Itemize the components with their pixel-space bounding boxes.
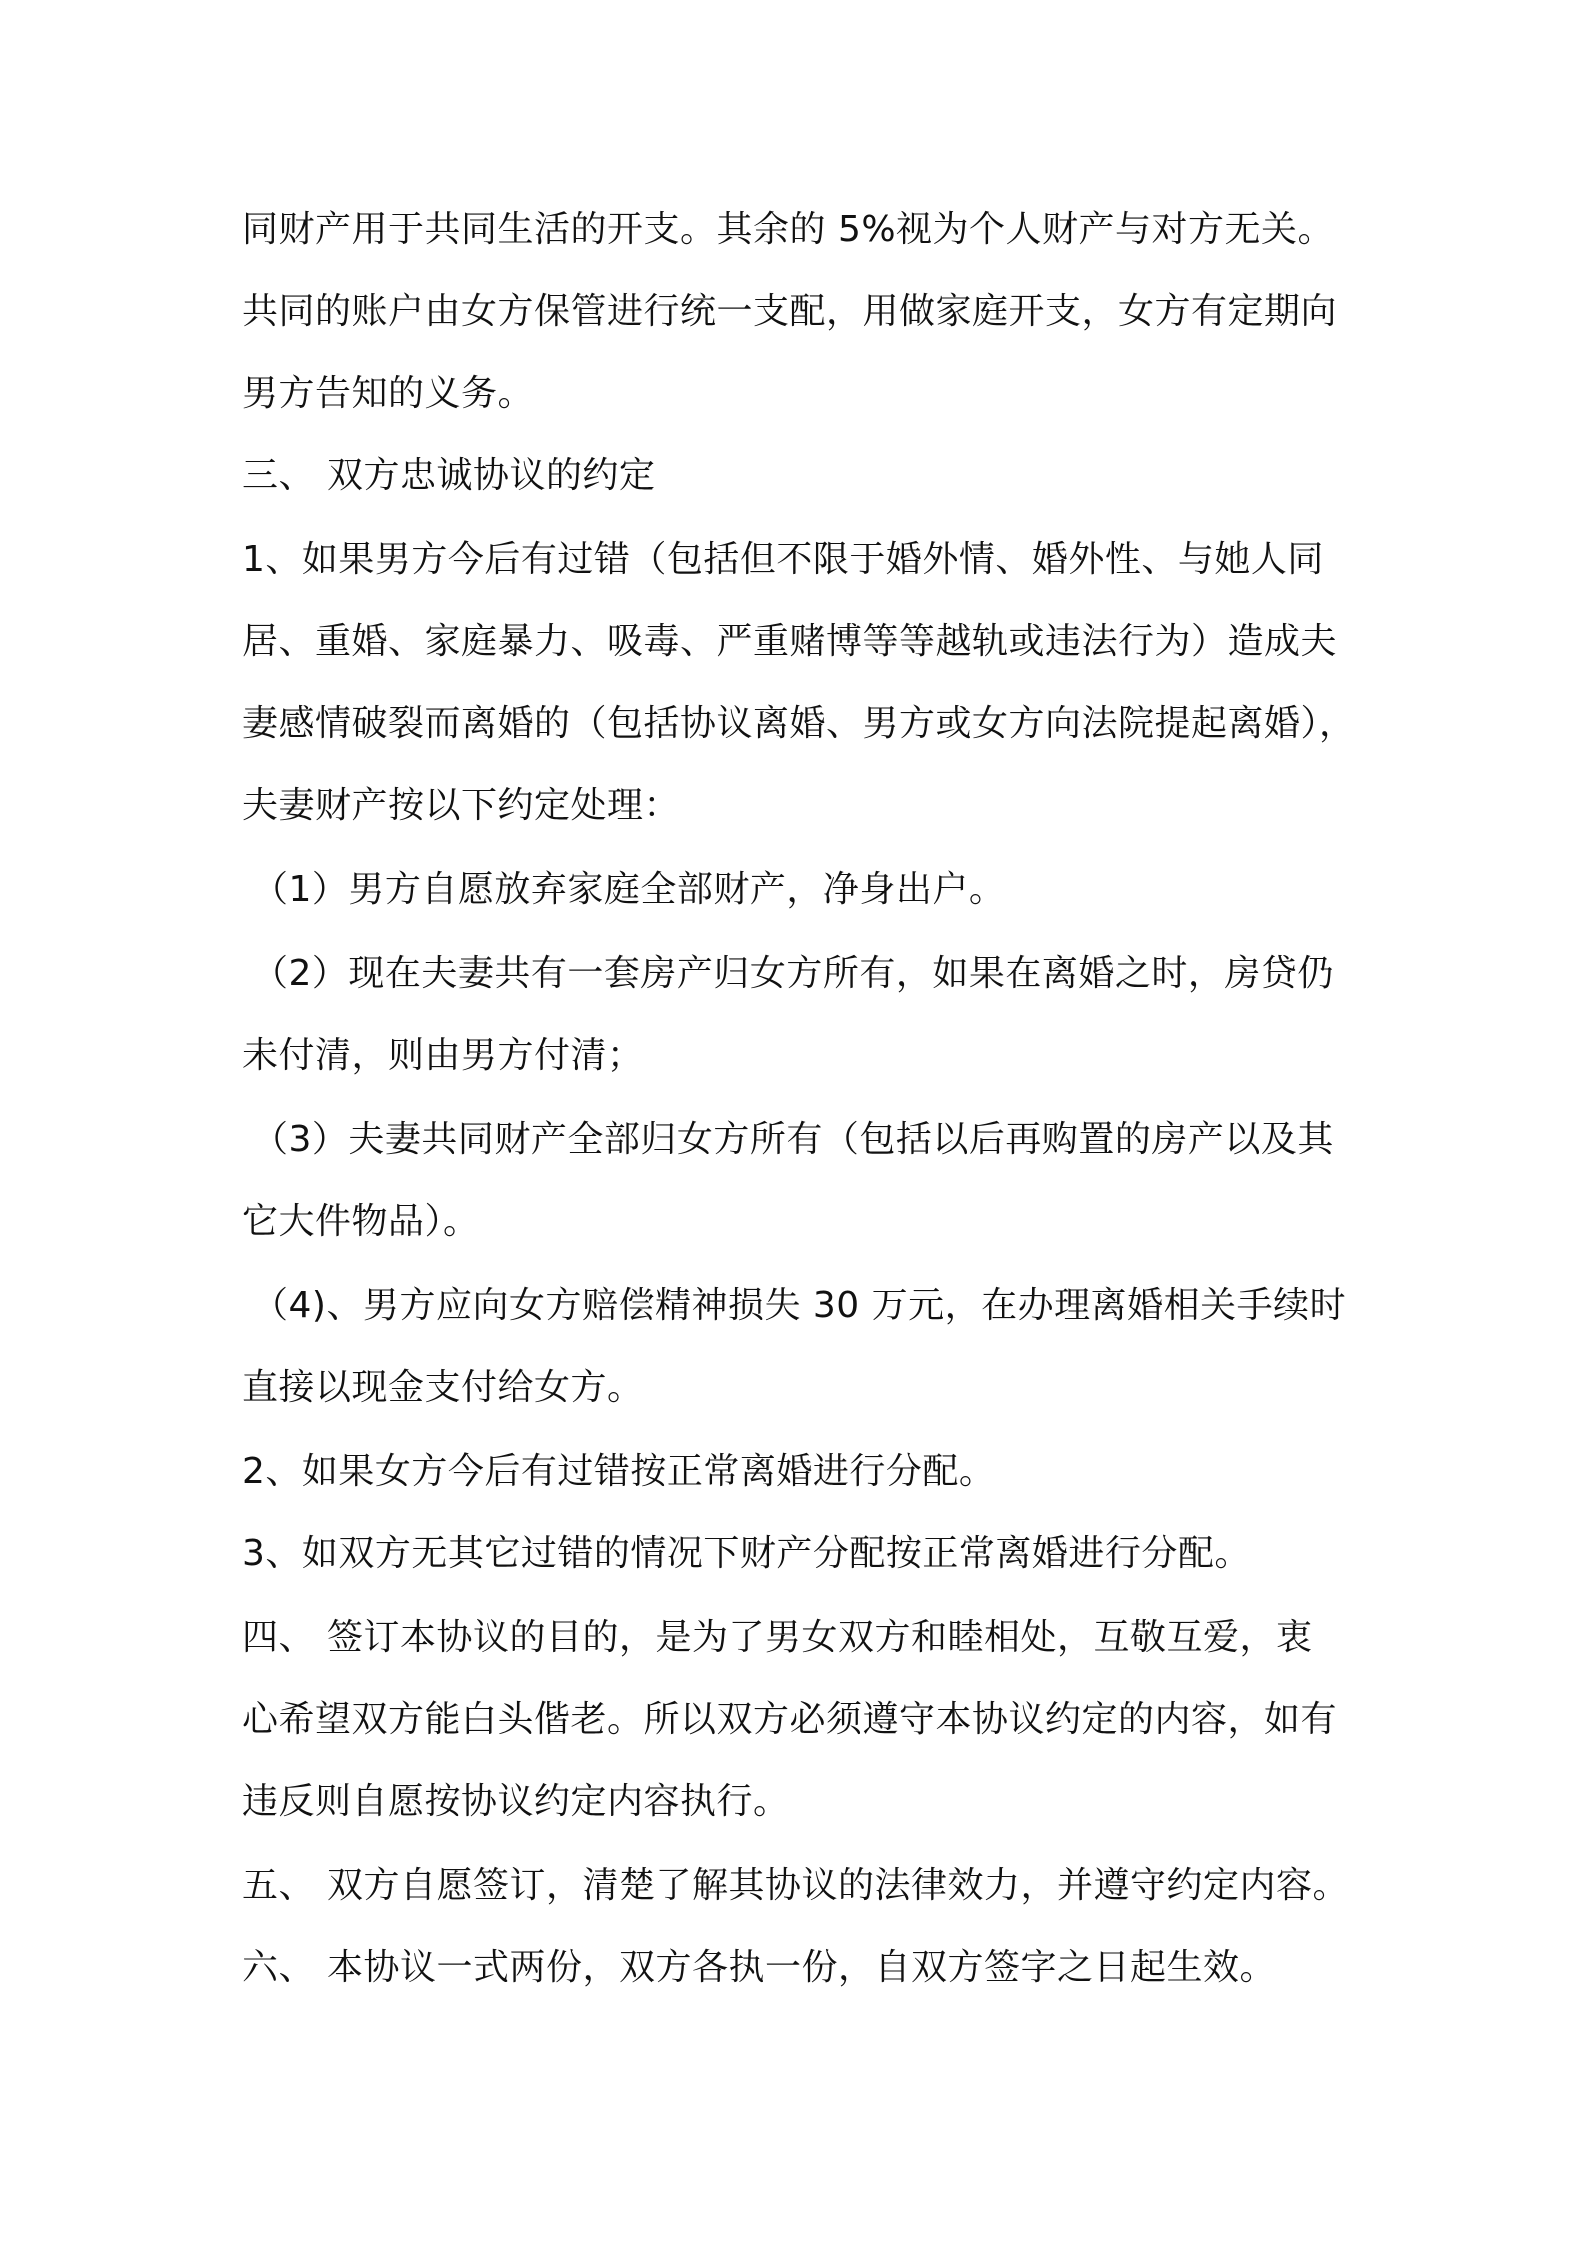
text-line: 居、重婚、家庭暴力、吸毒、严重赌博等等越轨或违法行为）造成夫 xyxy=(242,621,1338,662)
text-line: 心希望双方能白头偕老。所以双方必须遵守本协议约定的内容，如有 xyxy=(242,1699,1338,1740)
list-item: （4)、男方应向女方赔偿精神损失 30 万元，在办理离婚相关手续时 xyxy=(252,1285,1347,1326)
text-line: 共同的账户由女方保管进行统一支配，用做家庭开支，女方有定期向 xyxy=(242,291,1338,332)
text-line: 违反则自愿按协议约定内容执行。 xyxy=(242,1781,790,1822)
section-heading: 三、 双方忠诚协议的约定 xyxy=(242,455,656,496)
list-item: （2）现在夫妻共有一套房产归女方所有，如果在离婚之时，房贷仍 xyxy=(252,953,1334,994)
text-line: 同财产用于共同生活的开支。其余的 5%视为个人财产与对方无关。 xyxy=(242,209,1335,250)
section-heading: 六、 本协议一式两份，双方各执一份，自双方签字之日起生效。 xyxy=(242,1947,1276,1988)
text-line: 3、如双方无其它过错的情况下财产分配按正常离婚进行分配。 xyxy=(242,1533,1251,1574)
text-line: 妻感情破裂而离婚的（包括协议离婚、男方或女方向法院提起离婚）， xyxy=(242,703,1356,744)
text-line: 1、如果男方今后有过错（包括但不限于婚外情、婚外性、与她人同 xyxy=(242,539,1324,580)
section-heading: 五、 双方自愿签订，清楚了解其协议的法律效力，并遵守约定内容。 xyxy=(242,1865,1349,1906)
text-line: 男方告知的义务。 xyxy=(242,373,535,414)
text-line: 它大件物品）。 xyxy=(242,1201,480,1242)
text-line: 2、如果女方今后有过错按正常离婚进行分配。 xyxy=(242,1451,996,1492)
list-item: （3）夫妻共同财产全部归女方所有（包括以后再购置的房产以及其 xyxy=(252,1119,1334,1160)
text-line: 夫妻财产按以下约定处理： xyxy=(242,785,681,826)
section-heading: 四、 签订本协议的目的，是为了男女双方和睦相处，互敬互爱，衷 xyxy=(242,1617,1313,1658)
list-item: （1）男方自愿放弃家庭全部财产，净身出户。 xyxy=(252,869,1006,910)
text-line: 直接以现金支付给女方。 xyxy=(242,1367,644,1408)
text-line: 未付清，则由男方付清； xyxy=(242,1035,644,1076)
